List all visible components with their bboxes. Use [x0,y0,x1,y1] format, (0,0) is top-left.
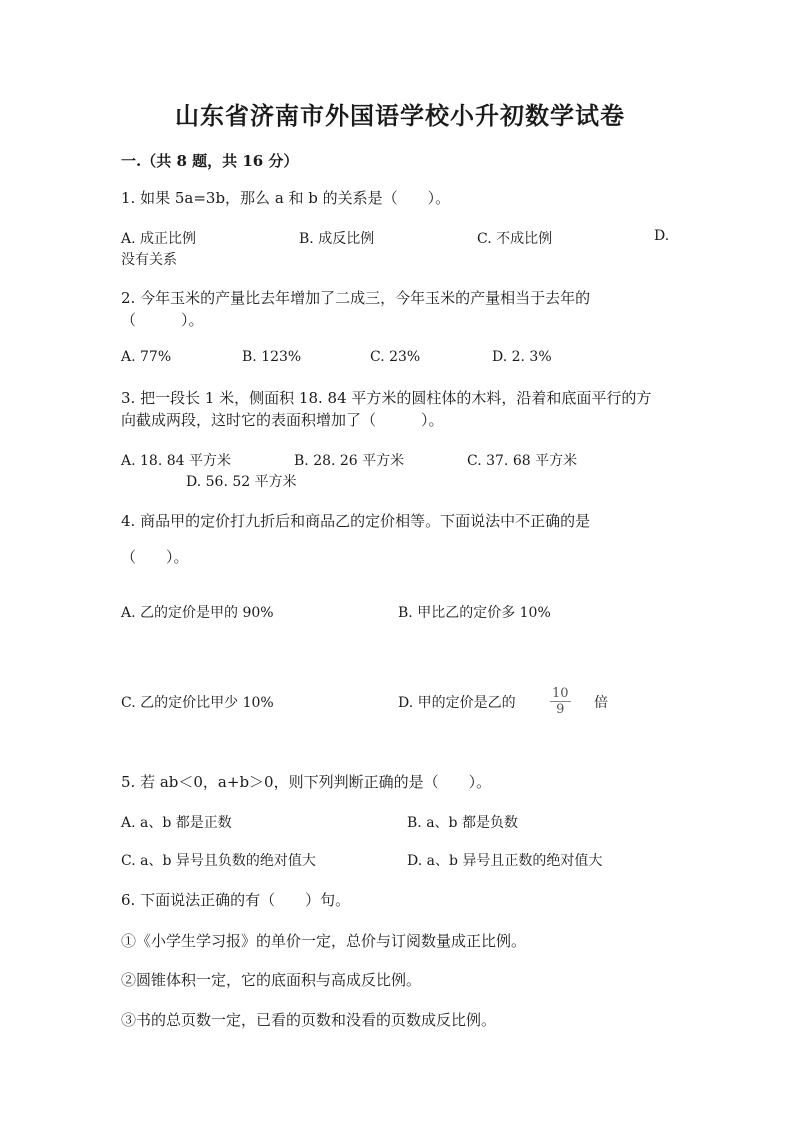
question-2-option-a: A. 77% [121,349,172,365]
question-1-option-a: A. 成正比例 [121,231,197,247]
question-1-option-b: B. 成反比例 [299,231,375,247]
question-2-option-d: D. 2. 3% [492,349,552,365]
question-1-option-c: C. 不成比例 [477,231,553,247]
question-4-option-b: B. 甲比乙的定价多 10% [398,605,551,621]
fraction-denominator: 9 [556,702,565,717]
question-1-option-d-label: D. [654,228,670,244]
question-3-option-b: B. 28. 26 平方米 [294,453,405,469]
question-1-stem: 1. 如果 5a=3b，那么 a 和 b 的关系是（ ）。 [121,189,451,207]
question-1-option-d-text: 没有关系 [121,252,177,268]
fraction-numerator: 10 [552,686,569,701]
question-4-fraction [550,686,571,717]
question-2-stem-line-2: （ ）。 [121,311,204,329]
question-6-statement-1: ①《小学生学习报》的单价一定，总价与订阅数量成正比例。 [121,932,527,950]
question-2-option-c: C. 23% [370,349,421,365]
section-heading: 一.（共 8 题，共 16 分） [121,152,299,170]
question-4-option-a: A. 乙的定价是甲的 90% [121,605,274,621]
question-6-stem: 6. 下面说法正确的有（ ）句。 [121,891,351,909]
question-4-option-c: C. 乙的定价比甲少 10% [121,695,274,711]
question-4-option-d-prefix: D. 甲的定价是乙的 [398,695,516,711]
question-3-option-d: D. 56. 52 平方米 [186,474,297,490]
question-4-option-d-suffix: 倍 [594,695,608,711]
question-4-stem-line-1: 4. 商品甲的定价打九折后和商品乙的定价相等。下面说法中不正确的是 [121,512,591,530]
question-4-stem-line-2: （ ）。 [121,548,189,566]
question-2-stem-line-1: 2. 今年玉米的产量比去年增加了二成三，今年玉米的产量相当于去年的 [121,289,591,307]
question-2-option-b: B. 123% [242,349,302,365]
question-3-option-a: A. 18. 84 平方米 [121,453,231,469]
question-3-stem-line-2: 向截成两段，这时它的表面积增加了（ ）。 [121,411,444,429]
page-title: 山东省济南市外国语学校小升初数学试卷 [175,101,625,130]
question-5-option-b: B. a、b 都是负数 [407,815,518,831]
question-5-option-d: D. a、b 异号且正数的绝对值大 [407,853,603,869]
question-5-option-c: C. a、b 异号且负数的绝对值大 [121,853,316,869]
question-3-stem-line-1: 3. 把一段长 1 米，侧面积 18. 84 平方米的圆柱体的木料，沿着和底面平行的方 [121,389,652,407]
question-3-option-c: C. 37. 68 平方米 [467,453,578,469]
question-6-statement-3: ③书的总页数一定，已看的页数和没看的页数成反比例。 [121,1011,497,1029]
question-5-option-a: A. a、b 都是正数 [121,815,232,831]
question-5-stem: 5. 若 ab＜0，a+b＞0，则下列判断正确的是（ ）。 [121,773,492,791]
question-6-statement-2: ②圆锥体积一定，它的底面积与高成反比例。 [121,971,422,989]
